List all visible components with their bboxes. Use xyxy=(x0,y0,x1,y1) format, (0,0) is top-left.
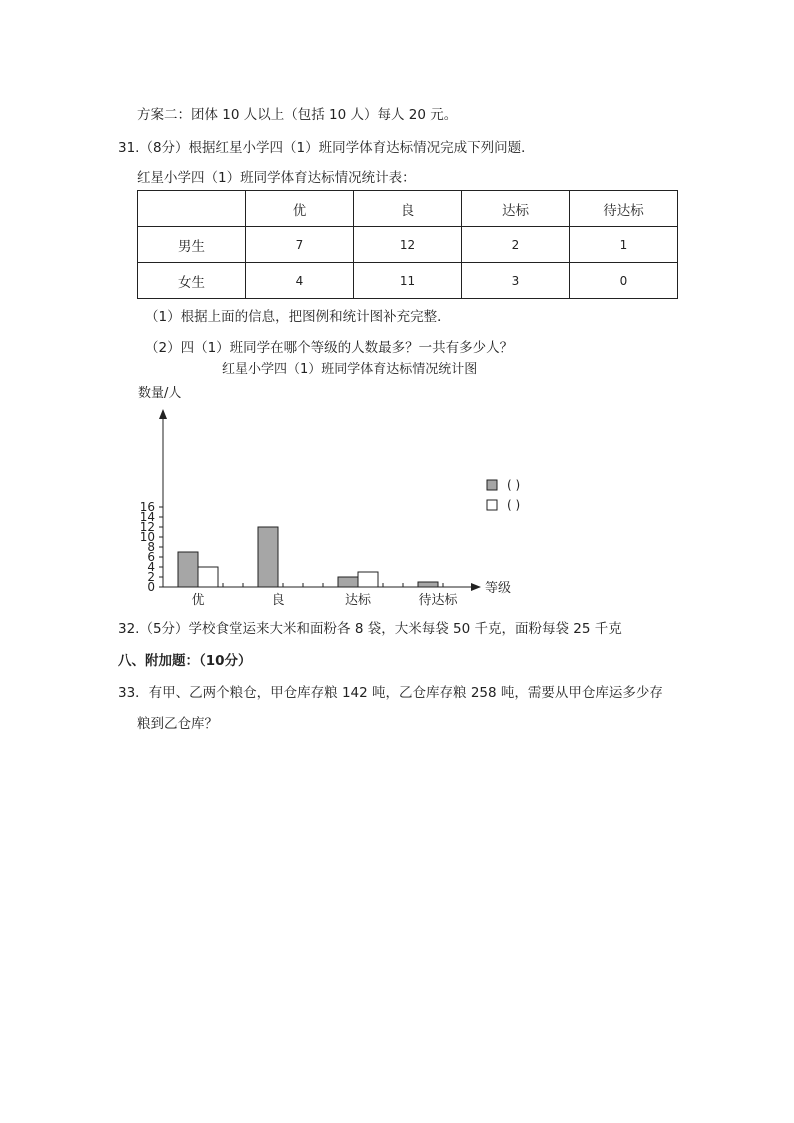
category-label: 优 xyxy=(191,593,205,608)
y-tick-label: 2 xyxy=(147,570,155,584)
table-cell: 4 xyxy=(246,263,354,299)
y-tick-label: 0 xyxy=(147,580,155,594)
table-row xyxy=(138,227,678,263)
table-header-cell xyxy=(138,191,246,227)
y-tick-label: 6 xyxy=(147,550,155,564)
table-cell: 0 xyxy=(570,263,678,299)
section-heading: 八、附加题：（10分） xyxy=(118,653,252,669)
table-header-cell: 良 xyxy=(354,191,462,227)
legend-label: ( ) xyxy=(507,478,521,492)
y-tick-label: 10 xyxy=(139,530,155,544)
table-row xyxy=(138,263,678,299)
y-tick-label: 14 xyxy=(139,510,155,524)
q32-text: 32.（5分）学校食堂运来大米和面粉各 8 袋，大米每袋 50 千克，面粉每袋 25 千克 xyxy=(118,621,622,637)
table-header-cell: 待达标 xyxy=(570,191,678,227)
row-label: 女生 xyxy=(138,263,246,299)
bar-chart xyxy=(130,355,580,610)
table-cell: 2 xyxy=(462,227,570,263)
q31-heading: 31.（8分）根据红星小学四（1）班同学体育达标情况完成下列问题． xyxy=(118,140,535,156)
y-tick-label: 4 xyxy=(147,560,155,574)
table-cell: 11 xyxy=(354,263,462,299)
table-header-row xyxy=(138,191,678,227)
y-tick-label: 12 xyxy=(139,520,155,534)
q31-sub2: （2）四（1）班同学在哪个等级的人数最多？一共有多少人？ xyxy=(145,340,514,356)
table-cell: 3 xyxy=(462,263,570,299)
table-title: 红星小学四（1）班同学体育达标情况统计表： xyxy=(137,170,416,186)
bar-white-达标 xyxy=(358,572,378,587)
bar-gray-优 xyxy=(178,552,198,587)
category-label: 待达标 xyxy=(418,593,458,608)
table-header-cell: 达标 xyxy=(462,191,570,227)
bar-gray-达标 xyxy=(338,577,358,587)
chart-title: 红星小学四（1）班同学体育达标情况统计图 xyxy=(222,362,478,377)
stats-table xyxy=(137,190,678,299)
row-label: 男生 xyxy=(138,227,246,263)
table-cell: 7 xyxy=(246,227,354,263)
q33-line2: 粮到乙仓库？ xyxy=(137,716,218,732)
table-header-cell: 优 xyxy=(246,191,354,227)
category-label: 良 xyxy=(271,593,285,608)
legend-swatch xyxy=(487,480,497,490)
category-label: 达标 xyxy=(344,593,372,608)
bar-white-优 xyxy=(198,567,218,587)
x-axis-label: 等级 xyxy=(485,581,512,596)
table-cell: 1 xyxy=(570,227,678,263)
q31-sub1: （1）根据上面的信息，把图例和统计图补充完整． xyxy=(145,309,451,325)
y-tick-label: 16 xyxy=(139,500,155,514)
table-cell: 12 xyxy=(354,227,462,263)
plan2-line: 方案二：团体 10 人以上（包括 10 人）每人 20 元。 xyxy=(137,107,458,123)
bar-gray-良 xyxy=(258,527,278,587)
q33-line1: 33．有甲、乙两个粮仓，甲仓库存粮 142 吨，乙仓库存粮 258 吨，需要从甲仓库运多少存 xyxy=(118,685,663,701)
y-tick-label: 8 xyxy=(147,540,155,554)
bar-gray-待达标 xyxy=(418,582,438,587)
legend-swatch xyxy=(487,500,497,510)
y-axis-label: 数量/人 xyxy=(138,386,182,401)
legend-label: ( ) xyxy=(507,498,521,512)
